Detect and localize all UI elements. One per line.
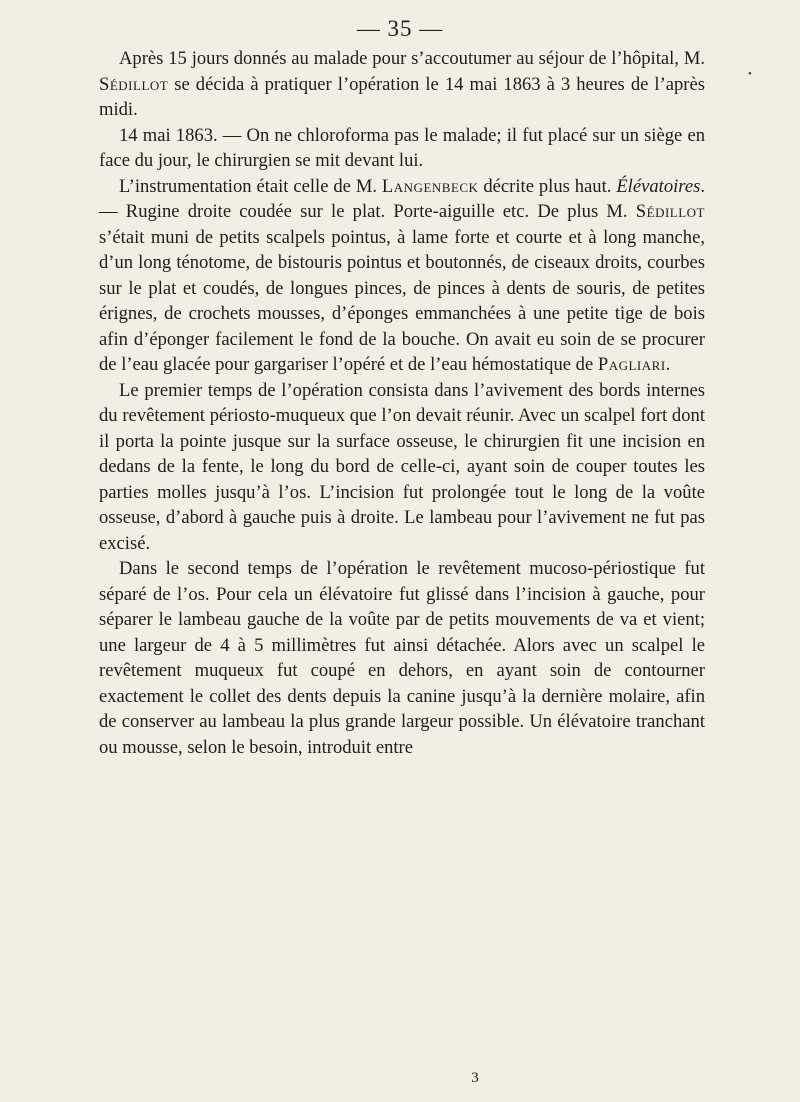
author-name: Pagliari xyxy=(597,354,666,375)
text-segment: Dans le second temps de l’opération le revêtement mucoso-périostique fut séparé de l’os. Pour cela un élévatoire fut glissé dans l’incision à gauche, pour séparer le lambeau gauche de la voûte par de petits mouvements de va et vient; une largeur de 4 à 5 millimètres fut ainsi détachée. Alors avec un scalpel le revêtement muqueux fut coupé en dehors, en ayant soin de contourner exactement le collet des dents depuis la canine jusqu’à la dernière molaire, afin de conserver au lambeau la plus grande largeur possible. Un élévatoire tranchant ou mousse, selon le besoin, introduit entre xyxy=(99,558,705,758)
margin-mark: • xyxy=(748,68,752,80)
signature-mark: 3 xyxy=(471,1070,479,1086)
author-name: Sédillot xyxy=(635,201,705,222)
text-segment: . — Rugine droite coudée sur le plat. Porte-aiguille etc. De plus M. xyxy=(99,175,705,222)
paragraph xyxy=(99,46,705,123)
paragraph xyxy=(99,174,705,378)
paragraph xyxy=(99,556,705,760)
author-name: Sédillot xyxy=(99,73,169,95)
text-segment: se décida à pratiquer l’opération le 14 mai 1863 à 3 heures de l’après midi. xyxy=(99,73,705,120)
paragraph xyxy=(99,123,705,174)
page-number-header: — 35 — xyxy=(356,16,444,41)
author-name: Langenbeck xyxy=(381,175,479,197)
text-segment: 14 mai 1863. — On ne chloroforma pas le malade; il fut placé sur un siège en face du jour, le chirurgien se mit devant lui. xyxy=(99,124,705,171)
text-segment: s’était muni de petits scalpels pointus, à lame forte et courte et à long manche, d’un long ténotome, de bistouris pointus et boutonnés, de ciseaux droits, courbes sur le plat et coudés, de longues pinces, de pinces à dents de souris, de petites érignes, de crochets mousses, d’éponges emmanchées à une petite tige de bois afin d’éponger facilement le fond de la bouche. On avait eu soin de se procurer de l’eau glacée pour gargariser l’opéré et de l’eau hémostatique de xyxy=(99,226,705,375)
text-segment: L’instrumentation était celle de M. xyxy=(119,175,382,197)
italic-term: Élévatoires xyxy=(616,175,701,197)
paragraph xyxy=(99,378,705,557)
text-segment: . xyxy=(665,354,671,375)
text-segment: Le premier temps de l’opération consista dans l’avivement des bords internes du revêtement périosto-muqueux que l’on devait réunir. Avec un scalpel fort dont il porta la pointe jusque sur la surface osseuse, le chirurgien fit une incision en dedans de la fente, le long du bord de celle-ci, ayant soin de couper toutes les parties molles jusqu’à l’os. L’incision fut prolongée tout le long de la voûte osseuse, d’abord à gauche puis à droite. Le lambeau pour l’avivement ne fut pas excisé. xyxy=(99,379,705,554)
text-segment: décrite plus haut. xyxy=(478,175,617,197)
body-text xyxy=(99,46,705,760)
text-segment: Après 15 jours donnés au malade pour s’accoutumer au séjour de l’hôpital, M. xyxy=(119,48,705,69)
